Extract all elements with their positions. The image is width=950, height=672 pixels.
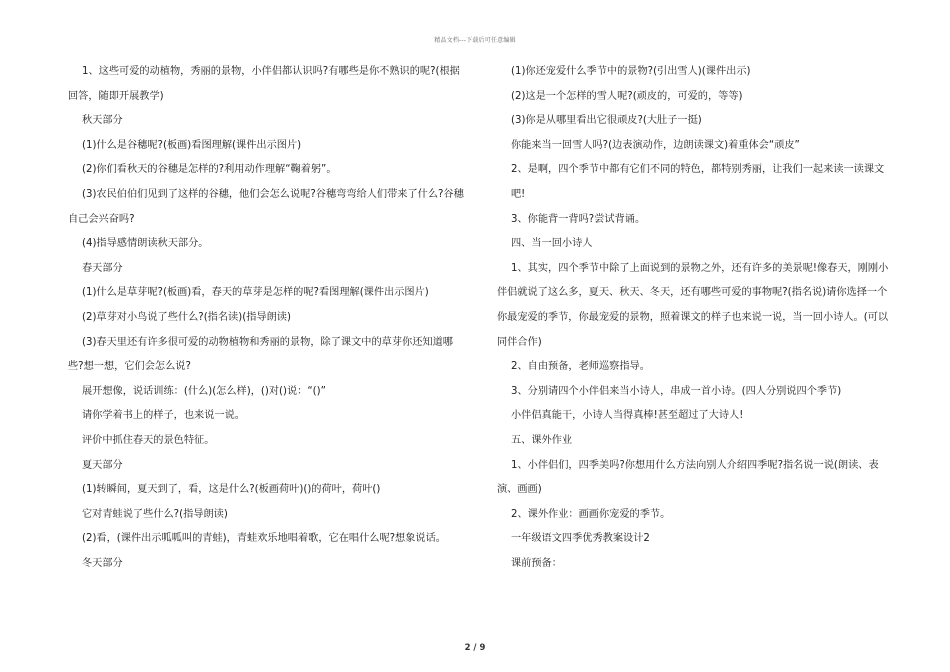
paragraph: (2)你们看秋天的谷穗是怎样的?利用动作理解“鞠着躬”。 bbox=[82, 164, 337, 176]
paragraph: 四、当一回小诗人 bbox=[511, 238, 593, 250]
paragraph: 3、分别请四个小伴侣来当小诗人，串成一首小诗。(四人分别说四个季节) bbox=[511, 385, 842, 397]
paragraph: 吧! bbox=[511, 188, 526, 200]
paragraph: 夏天部分 bbox=[82, 459, 123, 471]
paragraph: 展开想像，说话训练：(什么)(怎么样)，()对()说：“()” bbox=[82, 385, 326, 397]
paragraph: (1)转瞬间，夏天到了，看，这是什么?(板画荷叶)()的荷叶，荷叶() bbox=[82, 484, 381, 496]
paragraph: 2、课外作业：画画你宠爱的季节。 bbox=[511, 508, 671, 520]
paragraph: (2)这是一个怎样的雪人呢?(顽皮的，可爱的，等等) bbox=[511, 90, 743, 102]
paragraph: 一年级语文四季优秀教案设计2 bbox=[511, 533, 650, 545]
paragraph: 2、是啊，四个季节中都有它们不同的特色，都特别秀丽，让我们一起来读一读课文 bbox=[511, 164, 885, 176]
paragraph: (1)什么是谷穗呢?(板画)看图理解(课件出示图片) bbox=[82, 139, 302, 151]
page-number: 2 / 9 bbox=[464, 643, 486, 653]
paragraph: 1、小伴侣们，四季美吗?你想用什么方法向别人介绍四季呢?指名说一说(朗读、表演、画画) bbox=[497, 459, 879, 496]
paragraph: (3)春天里还有许多很可爱的动物植物和秀丽的景物，除了课文中的草芽你还知道哪些?想一想，它们会怎么说? bbox=[68, 336, 453, 373]
paragraph: 小伴侣真能干，小诗人当得真棒!甚至超过了大诗人! bbox=[511, 410, 744, 422]
paragraph: 你能来当一回雪人吗?(边表演动作，边朗读课文)着重体会“顽皮” bbox=[511, 139, 800, 151]
paragraph: 1、这些可爱的动植物，秀丽的景物，小伴侣都认识吗?有哪些是你不熟识的呢?(根据回答，随即开展教学) bbox=[68, 66, 460, 102]
paragraph: 冬天部分 bbox=[82, 557, 123, 569]
paragraph: 春天部分 bbox=[82, 262, 123, 274]
paragraph: (3)农民伯伯们见到了这样的谷穗，他们会怎么说呢?谷穗弯弯给人们带来了什么?谷穗自己会兴奋吗? bbox=[68, 188, 464, 225]
paragraph: (2)草芽对小鸟说了些什么?(指名读)(指导朗读) bbox=[82, 311, 291, 323]
paragraph: (1)你还宠爱什么季节中的景物?(引出雪人)(课件出示) bbox=[511, 66, 751, 77]
paragraph: 秋天部分 bbox=[82, 115, 123, 127]
paragraph: 1、其实，四个季节中除了上面说到的景物之外，还有许多的美景呢!像春天，刚刚小伴侣就说了这么多，夏天、秋天、冬天，还有哪些可爱的事物呢?(指名说)请你选择一个你最宠爱的季节，你最宠爱的景物，照着课文的样子也来说一说，当一回小诗人。(可以同伴合作) bbox=[497, 262, 889, 348]
left-column bbox=[68, 60, 468, 576]
paragraph: 2、自由预备，老师巡察指导。 bbox=[511, 361, 650, 373]
paragraph: 课前预备： bbox=[511, 557, 562, 569]
paragraph: 它对青蛙说了些什么?(指导朗读) bbox=[82, 508, 228, 520]
paragraph: (4)指导感情朗读秋天部分。 bbox=[82, 238, 209, 250]
paragraph: (1)什么是草芽呢?(板画)看，春天的草芽是怎样的呢?看图理解(课件出示图片) bbox=[82, 287, 429, 299]
page-header: 精品文档---下载后可任意编辑 bbox=[434, 37, 516, 44]
paragraph: (3)你是从哪里看出它很顽皮?(大肚子一挺) bbox=[511, 115, 702, 127]
paragraph: 五、课外作业 bbox=[511, 434, 573, 446]
paragraph: 评价中抓住春天的景色特征。 bbox=[82, 434, 215, 446]
paragraph: (2)看，(课件出示呱呱叫的青蛙)，青蛙欢乐地唱着歌，它在唱什么呢?想象说话。 bbox=[82, 533, 446, 545]
paragraph: 3、你能背一背吗?尝试背诵。 bbox=[511, 213, 646, 225]
right-column bbox=[497, 60, 897, 576]
paragraph: 请你学着书上的样子，也来说一说。 bbox=[82, 410, 245, 422]
